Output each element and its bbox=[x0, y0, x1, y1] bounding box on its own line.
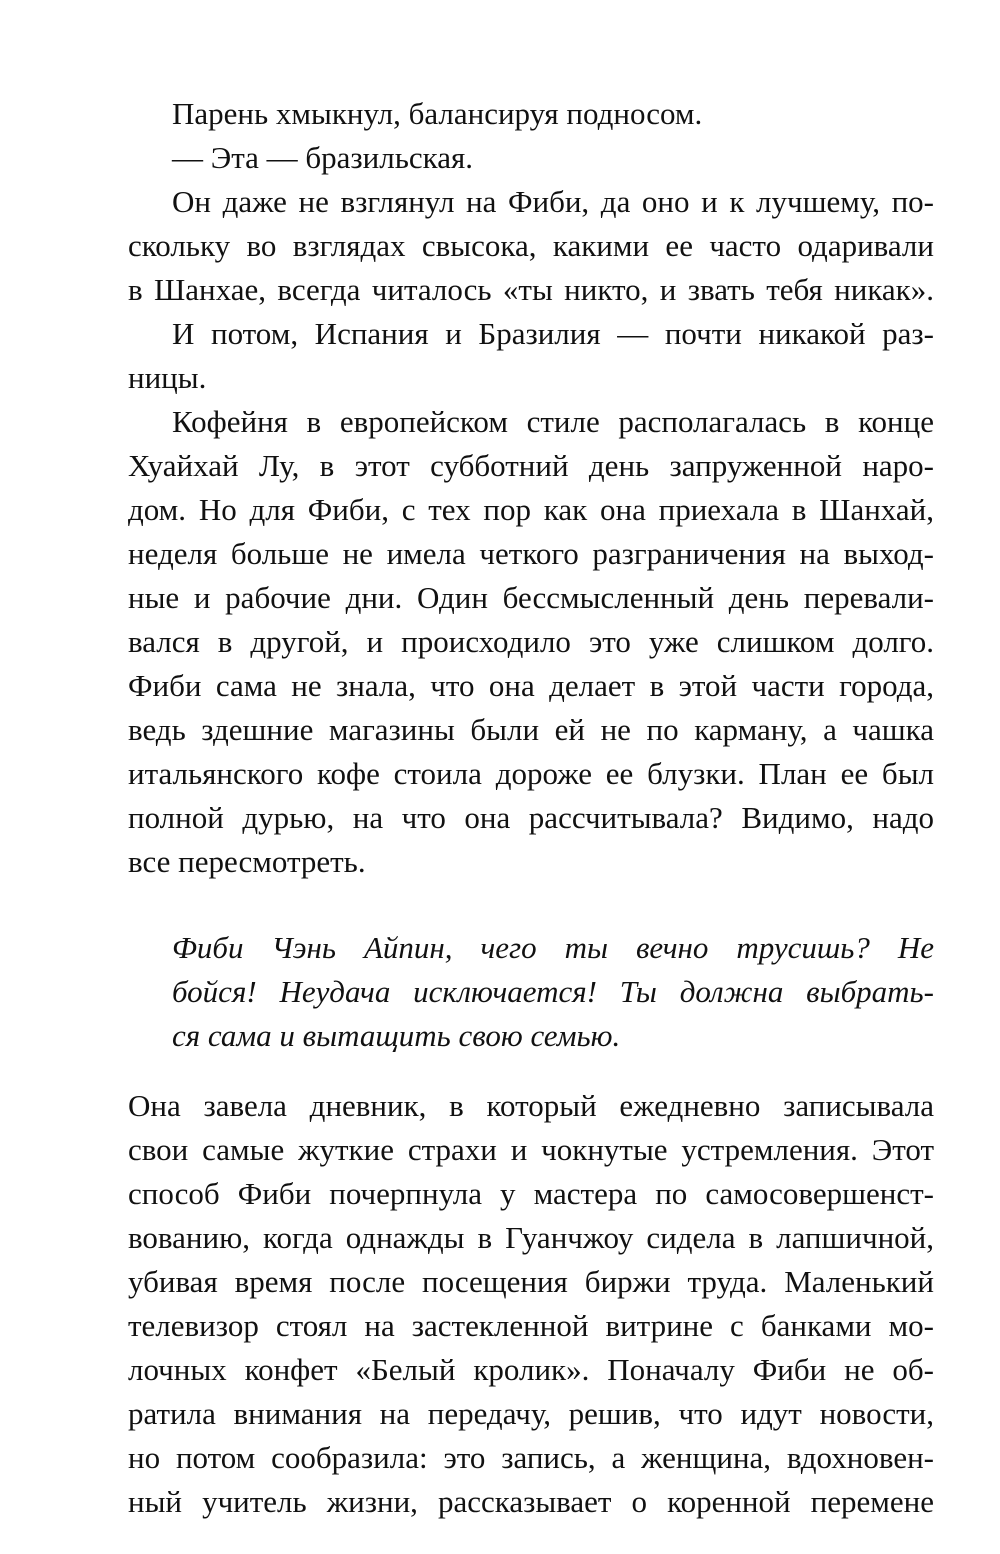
text-line: И потом, Испания и Бразилия — почти никакой раз- bbox=[172, 316, 934, 351]
text-line: убивая время после посещения биржи труда. Маленький bbox=[128, 1264, 934, 1299]
text-line: ратила внимания на передачу, решив, что идут новости, bbox=[128, 1396, 934, 1431]
text-line: ные и рабочие дни. Один бессмысленный день перевали- bbox=[128, 580, 934, 615]
text-line: телевизор стоял на застекленной витрине с банками мо- bbox=[128, 1308, 934, 1343]
text-line: Она завела дневник, в который ежедневно записывала bbox=[128, 1088, 934, 1123]
text-line: способ Фиби почерпнула у мастера по самосовершенст- bbox=[128, 1176, 934, 1211]
text-line: дом. Но для Фиби, с тех пор как она приехала в Шанхай, bbox=[128, 492, 934, 527]
text-line: в Шанхае, всегда читалось «ты никто, и звать тебя никак». bbox=[128, 272, 934, 307]
text-line: — Эта — бразильская. bbox=[172, 140, 473, 175]
text-line: ный учитель жизни, рассказывает о коренной перемене bbox=[128, 1484, 934, 1519]
text-line: вался в другой, и происходило это уже слишком долго. bbox=[128, 624, 934, 659]
text-line: неделя больше не имела четкого разграничения на выход- bbox=[128, 536, 934, 571]
text-line: ницы. bbox=[128, 360, 207, 395]
text-line: полной дурью, на что она рассчитывала? Видимо, надо bbox=[128, 800, 934, 835]
text-line: скольку во взглядах свысока, какими ее часто одаривали bbox=[128, 228, 934, 263]
text-line: Он даже не взглянул на Фиби, да оно и к лучшему, по- bbox=[172, 184, 934, 219]
text-line: Хуайхай Лу, в этот субботний день запруженной наро- bbox=[128, 448, 934, 483]
text-line: Фиби сама не знала, что она делает в этой части города, bbox=[128, 668, 934, 703]
text-line: но потом сообразила: это запись, а женщина, вдохновен- bbox=[128, 1440, 934, 1475]
text-line: свои самые жуткие страхи и чокнутые устремления. Этот bbox=[128, 1132, 934, 1167]
text-line: все пересмотреть. bbox=[128, 844, 366, 879]
text-line: вованию, когда однажды в Гуанчжоу сидела в лапшичной, bbox=[128, 1220, 934, 1255]
text-line: лочных конфет «Белый кролик». Поначалу Фиби не об- bbox=[128, 1352, 934, 1387]
italic-text-line: Фиби Чэнь Айпин, чего ты вечно трусишь? Не bbox=[172, 930, 934, 965]
italic-text-line: ся сама и вытащить свою семью. bbox=[172, 1018, 621, 1053]
italic-text-line: бойся! Неудача исключается! Ты должна выбрать- bbox=[172, 974, 934, 1009]
text-line: Кофейня в европейском стиле располагалась в конце bbox=[172, 404, 934, 439]
text-line: ведь здешние магазины были ей не по карману, а чашка bbox=[128, 712, 934, 747]
text-line: итальянского кофе стоила дороже ее блузки. План ее был bbox=[128, 756, 934, 791]
text-line: Парень хмыкнул, балансируя подносом. bbox=[172, 96, 703, 131]
